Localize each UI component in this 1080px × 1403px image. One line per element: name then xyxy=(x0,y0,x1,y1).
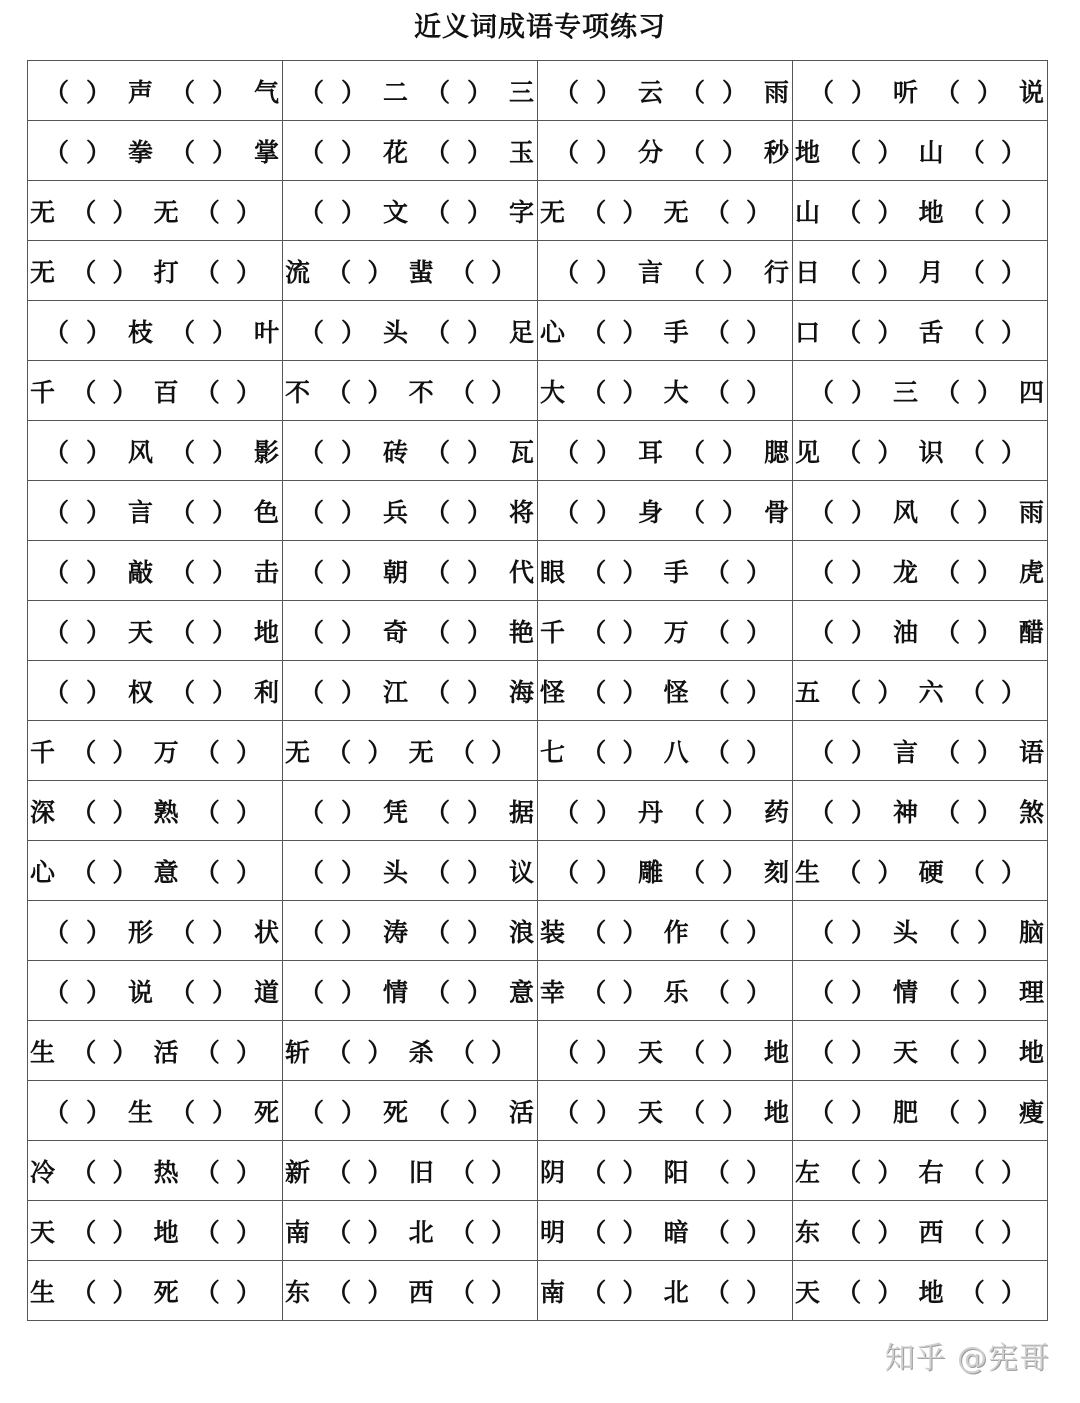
idiom-pattern: 无 （ ） 无 （ ） xyxy=(30,197,261,227)
idiom-cell[interactable] xyxy=(28,721,283,781)
idiom-cell[interactable] xyxy=(283,961,538,1021)
idiom-cell[interactable] xyxy=(28,181,283,241)
table-row xyxy=(28,901,1048,961)
table-row xyxy=(28,61,1048,121)
idiom-cell[interactable] xyxy=(793,721,1048,781)
idiom-pattern: （ ） 二 （ ） 三 xyxy=(299,77,535,107)
idiom-cell[interactable] xyxy=(538,301,793,361)
idiom-cell[interactable] xyxy=(28,961,283,1021)
idiom-pattern: （ ） 言 （ ） 语 xyxy=(809,737,1045,767)
idiom-cell[interactable] xyxy=(538,121,793,181)
idiom-pattern: 七 （ ） 八 （ ） xyxy=(540,737,771,767)
idiom-cell[interactable] xyxy=(283,1081,538,1141)
idiom-cell[interactable] xyxy=(28,1021,283,1081)
idiom-cell[interactable] xyxy=(283,61,538,121)
idiom-cell[interactable] xyxy=(793,181,1048,241)
idiom-pattern: （ ） 敲 （ ） 击 xyxy=(44,557,280,587)
idiom-pattern: （ ） 耳 （ ） 腮 xyxy=(554,437,790,467)
idiom-cell[interactable] xyxy=(538,1201,793,1261)
idiom-pattern: 地 （ ） 山 （ ） xyxy=(795,137,1026,167)
idiom-cell[interactable] xyxy=(538,481,793,541)
page-title: 近义词成语专项练习 xyxy=(414,12,666,43)
idiom-pattern: （ ） 砖 （ ） 瓦 xyxy=(299,437,535,467)
idiom-pattern: （ ） 形 （ ） 状 xyxy=(44,917,280,947)
idiom-cell[interactable] xyxy=(28,241,283,301)
table-row xyxy=(28,781,1048,841)
idiom-cell[interactable] xyxy=(283,181,538,241)
idiom-pattern: 明 （ ） 暗 （ ） xyxy=(540,1217,771,1247)
idiom-cell[interactable] xyxy=(283,781,538,841)
idiom-pattern: （ ） 天 （ ） 地 xyxy=(554,1037,790,1067)
idiom-pattern: （ ） 言 （ ） 色 xyxy=(44,497,280,527)
idiom-pattern: 东 （ ） 西 （ ） xyxy=(285,1277,516,1307)
idiom-pattern: 生 （ ） 活 （ ） xyxy=(30,1037,261,1067)
idiom-pattern: 新 （ ） 旧 （ ） xyxy=(285,1157,516,1187)
idiom-cell[interactable] xyxy=(538,241,793,301)
idiom-pattern: 怪 （ ） 怪 （ ） xyxy=(540,677,771,707)
idiom-cell[interactable] xyxy=(793,1201,1048,1261)
idiom-pattern: （ ） 涛 （ ） 浪 xyxy=(299,917,535,947)
table-row xyxy=(28,601,1048,661)
idiom-pattern: 无 （ ） 无 （ ） xyxy=(285,737,516,767)
idiom-cell[interactable] xyxy=(28,421,283,481)
idiom-pattern: （ ） 权 （ ） 利 xyxy=(44,677,280,707)
idiom-pattern: （ ） 枝 （ ） 叶 xyxy=(44,317,280,347)
idiom-cell[interactable] xyxy=(793,241,1048,301)
table-row xyxy=(28,181,1048,241)
table-row xyxy=(28,241,1048,301)
table-row xyxy=(28,721,1048,781)
idiom-cell[interactable] xyxy=(793,1141,1048,1201)
idiom-pattern: （ ） 天 （ ） 地 xyxy=(44,617,280,647)
idiom-pattern: 生 （ ） 死 （ ） xyxy=(30,1277,261,1307)
table-row xyxy=(28,841,1048,901)
idiom-cell[interactable] xyxy=(793,121,1048,181)
idiom-cell[interactable] xyxy=(28,1201,283,1261)
idiom-cell[interactable] xyxy=(283,301,538,361)
idiom-cell[interactable] xyxy=(28,1261,283,1321)
idiom-pattern: 天 （ ） 地 （ ） xyxy=(30,1217,261,1247)
idiom-pattern: （ ） 三 （ ） 四 xyxy=(809,377,1045,407)
idiom-cell[interactable] xyxy=(28,781,283,841)
idiom-cell[interactable] xyxy=(283,481,538,541)
idiom-pattern: （ ） 奇 （ ） 艳 xyxy=(299,617,535,647)
idiom-pattern: （ ） 风 （ ） 影 xyxy=(44,437,280,467)
idiom-pattern: 深 （ ） 熟 （ ） xyxy=(30,797,261,827)
idiom-cell[interactable] xyxy=(793,961,1048,1021)
idiom-cell[interactable] xyxy=(283,1261,538,1321)
idiom-cell[interactable] xyxy=(538,721,793,781)
idiom-pattern: （ ） 死 （ ） 活 xyxy=(299,1097,535,1127)
table-row xyxy=(28,1081,1048,1141)
idiom-pattern: （ ） 言 （ ） 行 xyxy=(554,257,790,287)
idiom-cell[interactable] xyxy=(538,1141,793,1201)
table-row xyxy=(28,361,1048,421)
table-row xyxy=(28,481,1048,541)
idiom-cell[interactable] xyxy=(538,1081,793,1141)
idiom-cell[interactable] xyxy=(283,661,538,721)
idiom-pattern: 阴 （ ） 阳 （ ） xyxy=(540,1157,771,1187)
idiom-cell[interactable] xyxy=(283,1141,538,1201)
idiom-pattern: 大 （ ） 大 （ ） xyxy=(540,377,771,407)
idiom-cell[interactable] xyxy=(538,1021,793,1081)
idiom-pattern: （ ） 头 （ ） 足 xyxy=(299,317,535,347)
idiom-cell[interactable] xyxy=(28,481,283,541)
idiom-pattern: 山 （ ） 地 （ ） xyxy=(795,197,1026,227)
idiom-cell[interactable] xyxy=(28,361,283,421)
idiom-cell[interactable] xyxy=(283,601,538,661)
idiom-pattern: 斩 （ ） 杀 （ ） xyxy=(285,1037,516,1067)
idiom-pattern: 不 （ ） 不 （ ） xyxy=(285,377,516,407)
idiom-pattern: （ ） 朝 （ ） 代 xyxy=(299,557,535,587)
idiom-cell[interactable] xyxy=(793,61,1048,121)
idiom-cell[interactable] xyxy=(538,541,793,601)
idiom-pattern: 幸 （ ） 乐 （ ） xyxy=(540,977,771,1007)
idiom-cell[interactable] xyxy=(793,481,1048,541)
idiom-cell[interactable] xyxy=(28,901,283,961)
idiom-cell[interactable] xyxy=(28,661,283,721)
idiom-cell[interactable] xyxy=(283,1201,538,1261)
idiom-pattern: （ ） 头 （ ） 议 xyxy=(299,857,535,887)
idiom-pattern: （ ） 天 （ ） 地 xyxy=(554,1097,790,1127)
idiom-pattern: 南 （ ） 北 （ ） xyxy=(540,1277,771,1307)
idiom-pattern: （ ） 生 （ ） 死 xyxy=(44,1097,280,1127)
idiom-pattern: （ ） 风 （ ） 雨 xyxy=(809,497,1045,527)
idiom-cell[interactable] xyxy=(538,781,793,841)
idiom-cell[interactable] xyxy=(538,181,793,241)
idiom-pattern: （ ） 雕 （ ） 刻 xyxy=(554,857,790,887)
idiom-pattern: （ ） 龙 （ ） 虎 xyxy=(809,557,1045,587)
idiom-pattern: 日 （ ） 月 （ ） xyxy=(795,257,1026,287)
table-row xyxy=(28,1021,1048,1081)
idiom-pattern: （ ） 听 （ ） 说 xyxy=(809,77,1045,107)
idiom-cell[interactable] xyxy=(538,961,793,1021)
idiom-pattern: （ ） 分 （ ） 秒 xyxy=(554,137,790,167)
idiom-pattern: （ ） 云 （ ） 雨 xyxy=(554,77,790,107)
idiom-cell[interactable] xyxy=(28,1081,283,1141)
idiom-cell[interactable] xyxy=(538,601,793,661)
idiom-cell[interactable] xyxy=(283,901,538,961)
idiom-cell[interactable] xyxy=(793,841,1048,901)
idiom-pattern: 左 （ ） 右 （ ） xyxy=(795,1157,1026,1187)
idiom-cell[interactable] xyxy=(283,541,538,601)
idiom-pattern: （ ） 兵 （ ） 将 xyxy=(299,497,535,527)
idiom-pattern: 生 （ ） 硬 （ ） xyxy=(795,857,1026,887)
idiom-pattern: （ ） 肥 （ ） 瘦 xyxy=(809,1097,1045,1127)
idiom-pattern: （ ） 江 （ ） 海 xyxy=(299,677,535,707)
idiom-pattern: （ ） 头 （ ） 脑 xyxy=(809,917,1045,947)
idiom-pattern: 装 （ ） 作 （ ） xyxy=(540,917,771,947)
idiom-cell[interactable] xyxy=(28,121,283,181)
idiom-cell[interactable] xyxy=(283,1021,538,1081)
watermark: 知乎 @宪哥 xyxy=(884,1341,1050,1376)
idiom-cell[interactable] xyxy=(538,1261,793,1321)
idiom-cell[interactable] xyxy=(793,601,1048,661)
idiom-cell[interactable] xyxy=(283,421,538,481)
idiom-exercise-table xyxy=(27,60,1048,1321)
idiom-cell[interactable] xyxy=(283,721,538,781)
idiom-cell[interactable] xyxy=(283,841,538,901)
idiom-cell[interactable] xyxy=(793,901,1048,961)
idiom-pattern: 南 （ ） 北 （ ） xyxy=(285,1217,516,1247)
table-row xyxy=(28,121,1048,181)
idiom-cell[interactable] xyxy=(28,1141,283,1201)
idiom-cell[interactable] xyxy=(793,1081,1048,1141)
idiom-cell[interactable] xyxy=(28,61,283,121)
idiom-pattern: （ ） 拳 （ ） 掌 xyxy=(44,137,280,167)
idiom-cell[interactable] xyxy=(538,361,793,421)
idiom-cell[interactable] xyxy=(793,421,1048,481)
idiom-pattern: 无 （ ） 无 （ ） xyxy=(540,197,771,227)
idiom-pattern: 千 （ ） 万 （ ） xyxy=(30,737,261,767)
idiom-cell[interactable] xyxy=(793,1021,1048,1081)
idiom-cell[interactable] xyxy=(793,361,1048,421)
idiom-pattern: （ ） 油 （ ） 醋 xyxy=(809,617,1045,647)
idiom-pattern: （ ） 文 （ ） 字 xyxy=(299,197,535,227)
table-row xyxy=(28,1261,1048,1321)
idiom-pattern: 见 （ ） 识 （ ） xyxy=(795,437,1026,467)
idiom-cell[interactable] xyxy=(283,361,538,421)
idiom-pattern: 千 （ ） 万 （ ） xyxy=(540,617,771,647)
idiom-cell[interactable] xyxy=(793,1261,1048,1321)
idiom-pattern: 天 （ ） 地 （ ） xyxy=(795,1277,1026,1307)
idiom-pattern: 眼 （ ） 手 （ ） xyxy=(540,557,771,587)
idiom-cell[interactable] xyxy=(538,661,793,721)
idiom-cell[interactable] xyxy=(538,901,793,961)
idiom-pattern: 心 （ ） 意 （ ） xyxy=(30,857,261,887)
table-row xyxy=(28,301,1048,361)
idiom-cell[interactable] xyxy=(538,841,793,901)
idiom-pattern: （ ） 说 （ ） 道 xyxy=(44,977,280,1007)
table-row xyxy=(28,1201,1048,1261)
idiom-cell[interactable] xyxy=(283,241,538,301)
idiom-pattern: （ ） 花 （ ） 玉 xyxy=(299,137,535,167)
idiom-pattern: 东 （ ） 西 （ ） xyxy=(795,1217,1026,1247)
table-row xyxy=(28,1141,1048,1201)
table-row xyxy=(28,661,1048,721)
idiom-pattern: 口 （ ） 舌 （ ） xyxy=(795,317,1026,347)
idiom-cell[interactable] xyxy=(538,421,793,481)
idiom-pattern: 流 （ ） 蜚 （ ） xyxy=(285,257,516,287)
idiom-pattern: 心 （ ） 手 （ ） xyxy=(540,317,771,347)
idiom-pattern: （ ） 情 （ ） 意 xyxy=(299,977,535,1007)
idiom-pattern: （ ） 天 （ ） 地 xyxy=(809,1037,1045,1067)
table-row xyxy=(28,421,1048,481)
idiom-pattern: （ ） 凭 （ ） 据 xyxy=(299,797,535,827)
idiom-cell[interactable] xyxy=(28,301,283,361)
table-row xyxy=(28,541,1048,601)
idiom-pattern: （ ） 身 （ ） 骨 xyxy=(554,497,790,527)
idiom-pattern: （ ） 声 （ ） 气 xyxy=(44,77,280,107)
idiom-cell[interactable] xyxy=(283,121,538,181)
idiom-cell[interactable] xyxy=(538,61,793,121)
idiom-cell[interactable] xyxy=(793,301,1048,361)
idiom-pattern: 五 （ ） 六 （ ） xyxy=(795,677,1026,707)
idiom-pattern: （ ） 神 （ ） 煞 xyxy=(809,797,1045,827)
idiom-cell[interactable] xyxy=(28,601,283,661)
idiom-pattern: （ ） 情 （ ） 理 xyxy=(809,977,1045,1007)
idiom-pattern: 冷 （ ） 热 （ ） xyxy=(30,1157,261,1187)
table-row xyxy=(28,961,1048,1021)
idiom-pattern: （ ） 丹 （ ） 药 xyxy=(554,797,790,827)
idiom-pattern: 千 （ ） 百 （ ） xyxy=(30,377,261,407)
idiom-cell[interactable] xyxy=(793,541,1048,601)
idiom-cell[interactable] xyxy=(793,661,1048,721)
idiom-pattern: 无 （ ） 打 （ ） xyxy=(30,257,261,287)
idiom-cell[interactable] xyxy=(793,781,1048,841)
idiom-cell[interactable] xyxy=(28,541,283,601)
idiom-cell[interactable] xyxy=(28,841,283,901)
